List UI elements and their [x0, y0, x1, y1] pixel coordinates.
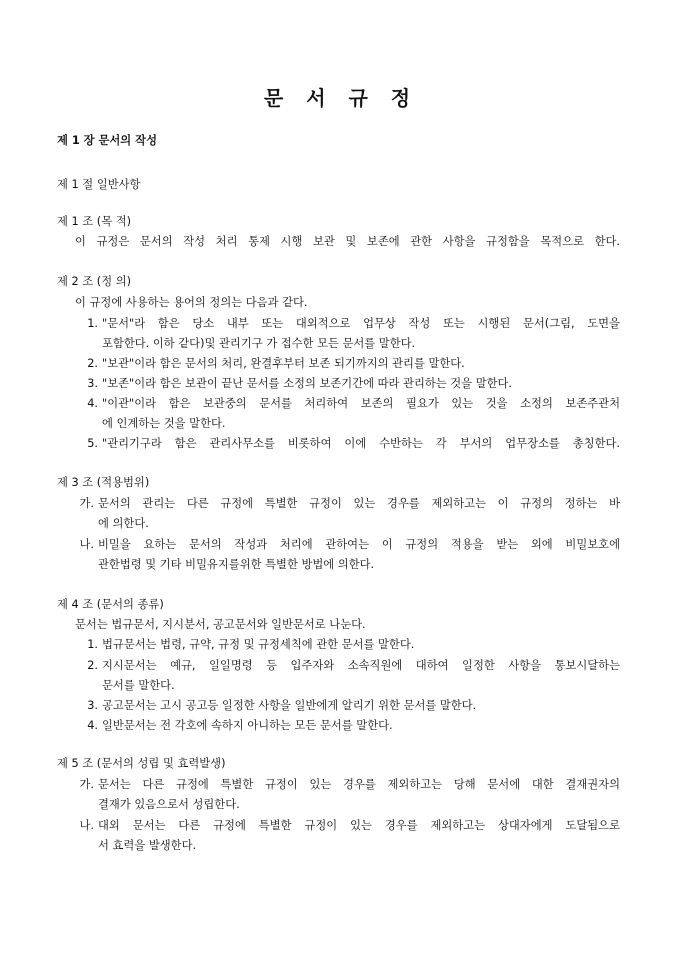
list-item-continuation: 결재가 있음으로서 성립한다.: [98, 798, 240, 811]
list-item-continuation: 에 인계하는 것을 말한다.: [102, 417, 226, 430]
list-item-continuation: 포함한다. 이하 같다)및 관리기구 가 접수한 모든 문서를 말한다.: [102, 337, 416, 350]
list-item-number: 1.: [87, 638, 98, 651]
article-text: 이 규정은 문서의 작성 처리 통제 시행 보관 및 보존에 관한 사항을 규정함을 목적으로 한다.: [75, 235, 620, 248]
list-item: 일반문서는 전 각호에 속하지 아니하는 모든 문서를 말한다.: [102, 719, 393, 732]
list-item-number: 3.: [87, 377, 98, 390]
list-item-number: 2.: [87, 357, 98, 370]
list-item-number: 가.: [79, 778, 94, 791]
article-heading: 제 1 조 (목 적): [57, 215, 132, 228]
document-title: 문 서 규 정: [263, 86, 417, 110]
list-item-number: 나.: [79, 819, 94, 832]
section-heading: 제 1 절 일반사항: [57, 178, 141, 191]
list-item-number: 1.: [87, 317, 98, 330]
list-item: 문서는 다른 규정에 특별한 규정이 있는 경우를 제외하고는 당해 문서에 대한 결재권자의: [98, 778, 620, 791]
list-item-continuation: 문서를 말한다.: [102, 679, 175, 692]
article-intro: 문서는 법규문서, 지시분서, 공고문서와 일반문서로 나눈다.: [75, 618, 366, 631]
article-heading: 제 2 조 (정 의): [57, 275, 132, 288]
list-item: 공고문서는 고시 공고등 일정한 사항을 일반에게 알리기 위한 문서를 말한다.: [102, 699, 477, 712]
list-item: 비밀을 요하는 문서의 작성과 처리에 관하여는 이 규정의 적용을 받는 외에 비밀보호에: [98, 538, 620, 551]
article-heading: 제 5 조 (문서의 성립 및 효력발생): [57, 757, 226, 770]
list-item: "이관"이라 함은 보관중의 문서를 처리하여 보존의 필요가 있는 것을 소정의 보존주관처: [102, 397, 620, 410]
list-item: "문서"라 함은 당소 내부 또는 대외적으로 업무상 작성 또는 시행된 문서(그림, 도면을: [102, 317, 620, 330]
list-item-number: 나.: [79, 538, 94, 551]
list-item-number: 가.: [79, 497, 94, 510]
list-item: "보존"이라 함은 보관이 끝난 문서를 소정의 보존기간에 따라 관리하는 것을 말한다.: [102, 377, 513, 390]
list-item-number: 5.: [87, 437, 98, 450]
list-item-continuation: 에 의한다.: [98, 517, 149, 530]
list-item: 대외 문서는 다른 규정에 특별한 규정이 있는 경우를 제외하고는 상대자에게 도달됨으로: [98, 819, 620, 832]
list-item-number: 4.: [87, 397, 98, 410]
list-item-number: 2.: [87, 659, 98, 672]
list-item-continuation: 관한법령 및 기타 비밀유지를위한 특별한 방법에 의한다.: [98, 558, 375, 571]
chapter-heading: 제 1 장 문서의 작성: [57, 134, 157, 147]
list-item: 지시문서는 예규, 일일명령 등 입주자와 소속직원에 대하여 일정한 사항을 통보시달하는: [102, 659, 620, 672]
list-item: 문서의 관리는 다른 규정에 특별한 규정이 있는 경우를 제외하고는 이 규정의 정하는 바: [98, 497, 620, 510]
article-heading: 제 3 조 (적용범위): [57, 476, 150, 489]
list-item: 법규문서는 법령, 규약, 규정 및 규정세칙에 관한 문서를 말한다.: [102, 638, 415, 651]
article-heading: 제 4 조 (문서의 종류): [57, 598, 164, 611]
list-item-continuation: 서 효력을 발생한다.: [98, 839, 197, 852]
list-item-number: 4.: [87, 719, 98, 732]
list-item: "보관"이라 함은 문서의 처리, 완결후부터 보존 되기까지의 관리를 말한다.: [102, 357, 465, 370]
list-item: "관리기구라 함은 관리사무소를 비롯하여 이에 수반하는 각 부서의 업무장소를 총칭한다.: [102, 437, 620, 450]
article-intro: 이 규정에 사용하는 용어의 정의는 다음과 같다.: [75, 296, 308, 309]
list-item-number: 3.: [87, 699, 98, 712]
